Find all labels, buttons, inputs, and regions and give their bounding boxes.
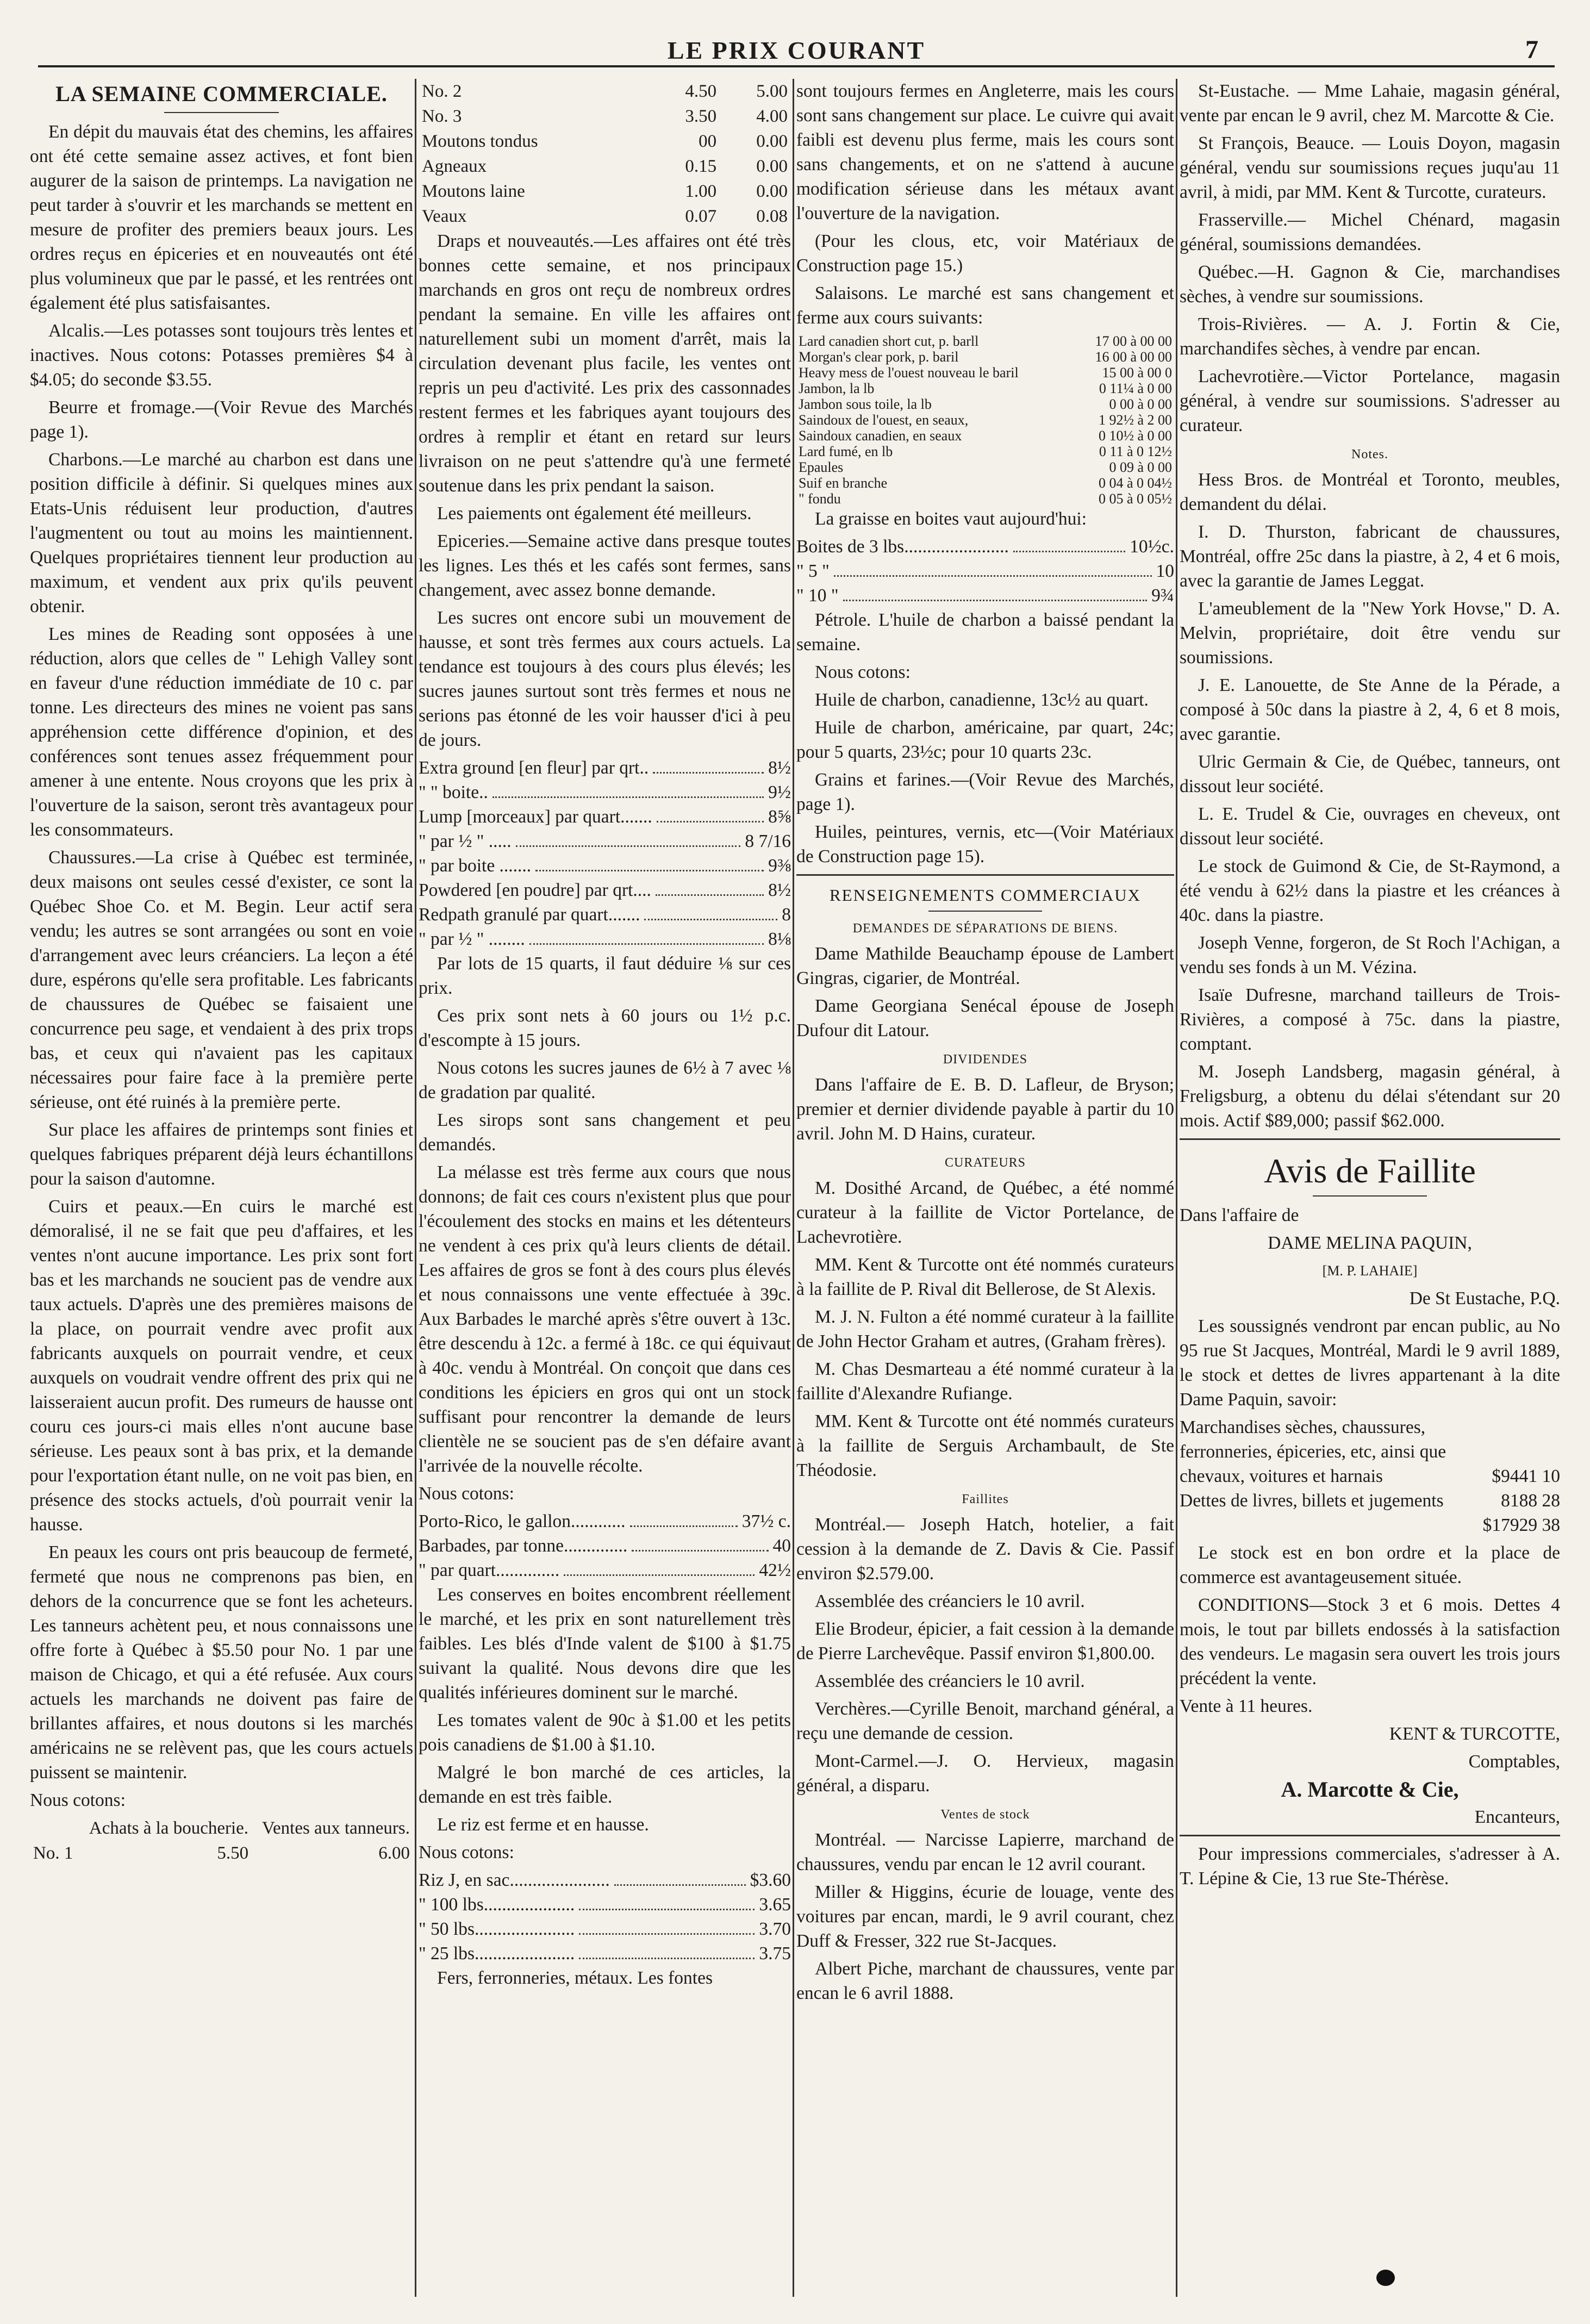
list-item: " " boite.. 9½ — [419, 780, 791, 805]
price-value: 0.00 — [756, 157, 788, 176]
paragraph: Salaisons. Le marché est sans changement et ferme aux cours suivants: — [796, 283, 1174, 328]
table-row: " fondu 0 05 à 0 05½ — [799, 491, 1172, 507]
table-row: Epaules 0 09 à 0 00 — [799, 459, 1172, 475]
list-item: " 5 " 10 — [796, 559, 1174, 583]
paragraph: Pétrole. L'huile de charbon a baissé pendant la semaine. — [796, 610, 1174, 655]
price-value: 3.50 — [685, 107, 717, 126]
list-item: " 10 " 9¾ — [796, 583, 1174, 608]
price-value: 4.50 — [685, 82, 717, 101]
paragraph: Les tomates valent de 90c à $1.00 et les petits pois canadiens de $1.00 à $1.10. — [419, 1710, 791, 1755]
table-row — [419, 204, 791, 229]
notice-title: Avis de Faillite — [1264, 1151, 1476, 1190]
page-number: 7 — [1525, 35, 1538, 64]
molasses-price-list — [419, 1509, 791, 1582]
row-label: Moutons laine — [422, 182, 525, 201]
paragraph: Joseph Venne, forgeron, de St Roch l'Achigan, a vendu ses fonds à un M. Vézina. — [1180, 933, 1560, 977]
price-value: 0.07 — [685, 207, 717, 226]
section-heading: RENSEIGNEMENTS COMMERCIAUX — [830, 886, 1141, 905]
paragraph: MM. Kent & Turcotte ont été nommés curateurs à la faillite de P. Rival dit Bellerose, de St Alexis. — [796, 1255, 1174, 1299]
paragraph: Huile de charbon, américaine, par quart, 24c; pour 5 quarts, 23½c; pour 10 quarts 23c. — [796, 718, 1174, 762]
table-row: Lard canadien short cut, p. barll 17 00 à 00 00 — [799, 333, 1172, 349]
salaisons-price-table — [796, 333, 1174, 507]
paragraph: Frasserville.— Michel Chénard, magasin général, soumissions demandées. — [1180, 210, 1560, 254]
divider — [928, 911, 1042, 912]
paragraph: Les soussignés vendront par encan public, au No 95 rue St Jacques, Montréal, Mardi le 9 avril 1889, le stock et dettes de livres appartenant à la dite Dame Paquin, savoir: — [1180, 1316, 1560, 1410]
subsection-heading: CURATEURS — [944, 1156, 1026, 1170]
paragraph: Le stock est en bon ordre et la place de commerce est avantageusement située. — [1180, 1543, 1560, 1587]
paragraph: Dans l'affaire de E. B. D. Lafleur, de Bryson; premier et dernier dividende payable à partir du 10 avril. John M. D Hains, curateur. — [796, 1075, 1174, 1144]
subsection-heading: DEMANDES DE SÉPARATIONS DE BIENS. — [852, 921, 1118, 936]
paragraph: Lachevrotière.—Victor Portelance, magasin général, à vendre sur soumissions. S'adresser au curateur. — [1180, 366, 1560, 435]
paragraph: Elie Brodeur, épicier, a fait cession à la demande de Pierre Larchevêque. Passif environ $1,800.00. — [796, 1619, 1174, 1663]
paragraph: Fers, ferronneries, métaux. Les fontes — [437, 1968, 713, 1988]
sugar-price-list — [419, 756, 791, 951]
column-1 — [30, 79, 413, 2297]
paragraph: M. Joseph Landsberg, magasin général, à Freligsburg, a obtenu du délai s'étendant sur 20 mois. Actif $89,000; passif $62.000. — [1180, 1062, 1560, 1131]
paragraph: Les sirops sont sans changement et peu demandés. — [419, 1110, 791, 1155]
paragraph: En dépit du mauvais état des chemins, les affaires ont été cette semaine assez actives, et font bien augurer de la saison de printemps. La navigation ne peut tarder à s'ouvrir et les marchands se mettent en mesure de profiter des premiers beaux jours. Les ordres reçus en épiceries et en nouveautés ont été plus volumineux que par le passé, et les rentrées ont également été plus satisfaisantes. — [30, 122, 413, 313]
table-row — [30, 1841, 413, 1866]
list-item: " par ½ " ........ 8⅛ — [419, 927, 791, 951]
table-row: Jambon sous toile, la lb 0 00 à 0 00 — [799, 396, 1172, 412]
price-value: 1.00 — [685, 182, 717, 201]
paragraph: Comptables, — [1468, 1752, 1560, 1772]
price-value: 0.00 — [756, 132, 788, 151]
paragraph: Dame Mathilde Beauchamp épouse de Lambert Gingras, cigarier, de Montréal. — [796, 944, 1174, 988]
column-rule — [1176, 79, 1177, 2297]
paragraph: Ces prix sont nets à 60 jours ou 1½ p.c. d'escompte à 15 jours. — [419, 1006, 791, 1050]
paragraph: Assemblée des créanciers le 10 avril. — [815, 1671, 1085, 1691]
paragraph: Dans l'affaire de — [1180, 1205, 1299, 1225]
paragraph: Beurre et fromage.—(Voir Revue des Marchés page 1). — [30, 397, 413, 442]
list-item: " 25 lbs...................... 3.75 — [419, 1941, 791, 1966]
masthead-title: LE PRIX COURANT — [667, 36, 926, 64]
paragraph: Albert Piche, marchant de chaussures, vente par encan le 6 avril 1888. — [796, 1959, 1174, 2003]
table-row: Saindoux de l'ouest, en seaux, 1 92½ à 2 00 — [799, 412, 1172, 428]
list-item: Porto-Rico, le gallon............ 37½ c. — [419, 1509, 791, 1534]
list-item: " 100 lbs.................... 3.65 — [419, 1892, 791, 1917]
price-value: 6.00 — [378, 1843, 410, 1863]
paragraph: L. E. Trudel & Cie, ouvrages en cheveux, ont dissout leur société. — [1180, 804, 1560, 849]
column-rule — [793, 79, 794, 2297]
price-value: 0.08 — [756, 207, 788, 226]
paragraph: Le stock de Guimond & Cie, de St-Raymond, a été vendu à 62½ dans la piastre et les créances à 40c. dans la piastre. — [1180, 856, 1560, 925]
column-2 — [419, 79, 791, 2297]
paragraph: Ulric Germain & Cie, de Québec, tanneurs, ont dissout leur société. — [1180, 752, 1560, 796]
table-header: Achats à la boucherie. — [89, 1818, 249, 1838]
paragraph: MM. Kent & Turcotte ont été nommés curateurs à la faillite de Serguis Archambault, de Ste Théodosie. — [796, 1411, 1174, 1480]
divider — [1180, 1835, 1560, 1836]
row-label: No. 1 — [33, 1843, 73, 1863]
table-row: Morgan's clear pork, p. baril 16 00 à 00 00 — [799, 349, 1172, 365]
list-item: " par ½ " ..... 8 7/16 — [419, 829, 791, 853]
paragraph: Les sucres ont encore subi un mouvement de hausse, et sont très fermes aux cours actuels. La tendance est toujours à des cours plus élevés; les sucres jaunes surtout sont très fermes et nous ne serions pas étonné de les voir hausser d'ici à peu de jours. — [419, 608, 791, 750]
paragraph: Draps et nouveautés.—Les affaires ont été très bonnes cette semaine, et nos principaux marchands en gros ont reçu de nombreux ordres pendant la semaine. En ville les affaires ont naturellement subi un moment d'arrêt, mais la circulation devenant plus facile, les ventes ont repris un peu d'activité. Les prix des cassonnades restent fermes et les fabriques ayant toujours des ordres à remplir et étant en retard sur leurs livraison on ne peut s'attendre qu'à une fermeté soutenue dans les prix pendant la saison. — [419, 231, 791, 496]
subsection-heading: Notes. — [1351, 447, 1388, 462]
inventory-line: Marchandises sèches, chaussures, ferronneries, épiceries, etc, ainsi que chevaux, voitures et harnais $9441 10 — [1180, 1417, 1560, 1486]
divider — [1313, 1195, 1427, 1197]
table-row: Lard fumé, en lb 0 11 à 0 12½ — [799, 444, 1172, 459]
paragraph: Assemblée des créanciers le 10 avril. — [815, 1591, 1085, 1611]
paragraph: Mont-Carmel.—J. O. Hervieux, magasin général, a disparu. — [796, 1751, 1174, 1796]
list-item: Lump [morceaux] par quart....... 8⅝ — [419, 805, 791, 829]
inventory-line: Dettes de livres, billets et jugements 8188 28 — [1180, 1491, 1560, 1511]
paragraph: Dame Georgiana Senécal épouse de Joseph Dufour dit Latour. — [796, 996, 1174, 1040]
table-row — [419, 179, 791, 204]
hides-price-table-cont — [419, 79, 791, 229]
table-row — [419, 104, 791, 129]
paragraph: St-Eustache. — Mme Lahaie, magasin général, vente par encan le 9 avril, chez M. Marcotte & Cie. — [1180, 81, 1560, 126]
paragraph: Nous cotons: — [30, 1790, 126, 1810]
paragraph: De St Eustache, P.Q. — [1409, 1288, 1560, 1309]
paragraph: Hess Bros. de Montréal et Toronto, meubles, demandent du délai. — [1180, 470, 1560, 514]
list-item: " par quart.............. 42½ — [419, 1558, 791, 1582]
row-label: No. 2 — [422, 82, 462, 101]
table-row: Heavy mess de l'ouest nouveau le baril 15 00 à 00 0 — [799, 365, 1172, 381]
paragraph: Chaussures.—La crise à Québec est terminée, deux maisons ont seules cessé d'exister, ce sont la Québec Shoe Co. et M. Begin. Leur actif sera vendu; les autres se sont arrangées ou sont en voie d'arrangement avec leurs créanciers. La leçon a été dure, espérons qu'elle sera profitable. Les fabricants de chaussures de Québec se faisaient une concurrence peu sage, et vendaient à des prix trops bas, et ceux qui n'avaient pas les capitaux nécessaires pour faire face à la première perte sérieuse, ont été ruinés à la première perte. — [30, 848, 413, 1112]
paragraph: Epiceries.—Semaine active dans presque toutes les lignes. Les thés et les cafés sont fermes, sans changement, avec assez bonne demande. — [419, 531, 791, 600]
paragraph: Encanteurs, — [1474, 1807, 1560, 1827]
paragraph: Les paiements ont également été meilleurs. — [437, 503, 752, 524]
paragraph: Pour impressions commerciales, s'adresser à A. T. Lépine & Cie, 13 rue Ste-Thérèse. — [1180, 1844, 1560, 1889]
paragraph: L'ameublement de la "New York Hovse," D. A. Melvin, propriétaire, doit être vendu sur soumissions. — [1180, 599, 1560, 668]
ink-blot — [1376, 2270, 1395, 2286]
lard-price-list — [796, 534, 1174, 608]
paragraph: La graisse en boites vaut aujourd'hui: — [815, 509, 1087, 529]
paragraph: Verchères.—Cyrille Benoit, marchand général, a reçu une demande de cession. — [796, 1699, 1174, 1743]
price-value: 4.00 — [756, 107, 788, 126]
paragraph: Montréal.— Joseph Hatch, hotelier, a fait cession à la demande de Z. Davis & Cie. Passif environ $2.579.00. — [796, 1515, 1174, 1584]
table-row: Suif en branche 0 04 à 0 04½ — [799, 475, 1172, 491]
paragraph: Le riz est ferme et en hausse. — [437, 1815, 649, 1835]
paragraph: Sur place les affaires de printemps sont finies et quelques fabriques préparent déjà leurs échantillons pour la saison d'automne. — [30, 1120, 413, 1189]
price-value: 0.00 — [756, 182, 788, 201]
hides-price-table — [30, 1816, 413, 1866]
list-item: Powdered [en poudre] par qrt.... 8½ — [419, 878, 791, 902]
column-rule — [415, 79, 416, 2297]
table-row: Jambon, la lb 0 11¼ à 0 00 — [799, 381, 1172, 396]
paragraph: J. E. Lanouette, de Ste Anne de la Pérade, a composé à 50c dans la piastre à 2, 4, 6 et 8 mois, avec garantie. — [1180, 675, 1560, 744]
row-label: Moutons tondus — [422, 132, 538, 151]
paragraph: Isaïe Dufresne, marchand tailleurs de Trois-Rivières, a composé à 75c. dans la piastre, comptant. — [1180, 985, 1560, 1054]
table-header: Ventes aux tanneurs. — [261, 1818, 410, 1838]
list-item: " 50 lbs...................... 3.70 — [419, 1917, 791, 1941]
paragraph: DAME MELINA PAQUIN, — [1268, 1233, 1472, 1253]
row-label: Agneaux — [422, 157, 487, 176]
table-row: Saindoux canadien, en seaux 0 10½ à 0 00 — [799, 428, 1172, 444]
paragraph: Vente à 11 heures. — [1180, 1696, 1313, 1716]
divider — [1180, 1138, 1560, 1140]
list-item: Barbades, par tonne.............. 40 — [419, 1534, 791, 1558]
paragraph: St François, Beauce. — Louis Doyon, magasin général, vendu sur soumissions reçues juqu'au 11 avril, à midi, par MM. Kent & Turcotte, curateurs. — [1180, 133, 1560, 202]
paragraph: Les mines de Reading sont opposées à une réduction, alors que celles de " Lehigh Valley sont en faveur d'une réduction immédiate de 10 c. par tonne. Les directeurs des mines ne voient pas sans appréhension cette différence d'opinion, et des conférences sont tenues assez fréquemment pour amener à une entente. Nous croyons que les prix à l'ouverture de la saison, seront très avantageux pour les consommateurs. — [30, 624, 413, 840]
list-item: Redpath granulé par quart....... 8 — [419, 902, 791, 927]
paragraph: Trois-Rivières. — A. J. Fortin & Cie, marchandifes sèches, à vendre par encan. — [1180, 314, 1560, 359]
list-item: " par boite ....... 9⅜ — [419, 853, 791, 878]
section-title: LA SEMAINE COMMERCIALE. — [55, 82, 388, 106]
paragraph: I. D. Thurston, fabricant de chaussures, Montréal, offre 25c dans la piastre, à 2, 4 et 6 mois, avec la garantie de James Leggat. — [1180, 522, 1560, 591]
paragraph: Huiles, peintures, vernis, etc—(Voir Matériaux de Construction page 15). — [796, 822, 1174, 867]
paragraph: Grains et farines.—(Voir Revue des Marchés, page 1). — [796, 770, 1174, 814]
paragraph: Huile de charbon, canadienne, 13c½ au quart. — [815, 690, 1149, 710]
row-label: Veaux — [422, 207, 467, 226]
paragraph: Montréal. — Narcisse Lapierre, marchand de chaussures, vendu par encan le 12 avril courant. — [796, 1830, 1174, 1874]
paragraph: Miller & Higgins, écurie de louage, vente des voitures par encan, mardi, le 9 avril courant, chez Duff & Fresser, 322 rue St-Jacques. — [796, 1882, 1174, 1951]
paragraph: sont toujours fermes en Angleterre, mais les cours sont sans changement sur place. Le cuivre qui avait faibli est devenu plus ferme, mais les cours sont sans changements, et on ne s'attend à aucune modification sérieuse dans les métaux avant l'ouverture de la navigation. — [796, 81, 1174, 223]
paragraph: Alcalis.—Les potasses sont toujours très lentes et inactives. Nous cotons: Potasses premières $4 à $4.05; do seconde $3.55. — [30, 321, 413, 390]
column-4 — [1180, 79, 1560, 2297]
page-header — [38, 34, 1555, 67]
paragraph: M. Chas Desmarteau a été nommé curateur à la faillite d'Alexandre Rufiange. — [796, 1359, 1174, 1404]
paragraph: [M. P. LAHAIE] — [1322, 1263, 1418, 1279]
divider — [796, 874, 1174, 876]
paragraph: Malgré le bon marché de ces articles, la demande en est très faible. — [419, 1762, 791, 1807]
list-item: Boites de 3 lbs....................... 10½c. — [796, 534, 1174, 559]
paragraph: M. J. N. Fulton a été nommé curateur à la faillite de John Hector Graham et autres, (Graham frères). — [796, 1307, 1174, 1351]
paragraph: La mélasse est très ferme aux cours que nous donnons; de fait ces cours n'existent plus que pour l'écoulement des stocks en mains et les détenteurs ne vendent à ces prix qu'à leurs clients de détail. Les affaires de gros se font à des cours plus élevés et nous connaissons une vente effectuée à 39c. Aux Barbades le marché après s'être ouvert à 13c. être descendu à 12c. a fermé à 18c. ce qui équivaut à 40c. vendu à Montréal. On conçoit que dans ces conditions les épiciers en gros qui ont un stock suffisant pour rencontrer la demande de leurs clientèle ne se soucient pas de s'en défaire avant l'arrivée de la nouvelle récolte. — [419, 1162, 791, 1476]
paragraph: Cuirs et peaux.—En cuirs le marché est démoralisé, il ne se fait que peu d'affaires, et les ventes n'ont aucune importance. Les prix sont fort bas et les marchands ne soucient pas de vendre aux taux actuels. D'après une des premières maisons de la place, on pourrait vendre avec profit aux fabricants auxquels on pourrait vendre, et ceux auxquels on voudrait vendre offrent des prix qui ne laisseraient aucun profit. Des rumeurs de hausse ont couru ces jours-ci mais elles n'ont aucune base sérieuse. Les peaux sont à bas prix, et la demande pour l'exportation étant nulle, on ne voit pas bien, en présence des stocks actuels, d'où pourrait venir la hausse. — [30, 1197, 413, 1535]
paragraph: CONDITIONS—Stock 3 et 6 mois. Dettes 4 mois, le tout par billets endossés à la satisfaction des vendeurs. Le magasin sera ouvert les trois jours précédent la vente. — [1180, 1595, 1560, 1689]
table-row — [419, 129, 791, 154]
paragraph: Nous cotons: — [419, 1842, 514, 1862]
paragraph: Nous cotons les sucres jaunes de 6½ à 7 avec ⅛ de gradation par qualité. — [419, 1058, 791, 1102]
subsection-heading: DIVIDENDES — [943, 1052, 1028, 1067]
table-row — [419, 79, 791, 104]
paragraph: Nous cotons: — [419, 1484, 514, 1504]
paragraph: Québec.—H. Gagnon & Cie, marchandises sèches, à vendre sur soumissions. — [1180, 262, 1560, 307]
divider — [164, 112, 279, 113]
paragraph: En peaux les cours ont pris beaucoup de fermeté, fermeté que nous ne comprenons pas bien, en dehors de la concurrence que se font les acheteurs. Les tanneurs achètent peu, et nous connaissons une offre forte à Québec à $5.50 pour No. 1 par une maison de Chicago, et qui a été refusée. Aux cours actuels les marchands ne doivent pas faire de brillantes affaires, et nous doutons si les marchés américains ne se relèvent pas, que les cours actuels puissent se maintenir. — [30, 1542, 413, 1783]
paragraph: Les conserves en boites encombrent réellement le marché, et les prix en sont naturellement très faibles. Les blés d'Inde valent de $100 à $1.75 suivant la qualité. Nous devons dire que les qualités inférieures dominent sur le marché. — [419, 1585, 791, 1703]
table-row — [419, 154, 791, 179]
list-item: Riz J, en sac...................... $3.60 — [419, 1868, 791, 1892]
paragraph: M. Dosithé Arcand, de Québec, a été nommé curateur à la faillite de Victor Portelance, de Lachevrotière. — [796, 1178, 1174, 1247]
paragraph: Charbons.—Le marché au charbon est dans une position difficile à définir. Si quelques mines aux Etats-Unis réduisent leur production, d'autres l'augmentent ou tout au moins les maintiennent. Quelques propriétaires tiennent leur production au maximum, et vendent aux prix qu'ils peuvent obtenir. — [30, 450, 413, 616]
paragraph: Nous cotons: — [815, 662, 911, 682]
paragraph: KENT & TURCOTTE, — [1389, 1724, 1560, 1744]
paragraph: A. Marcotte & Cie, — [1281, 1777, 1459, 1802]
inventory-total: $17929 38 — [1482, 1515, 1560, 1535]
column-3 — [796, 79, 1174, 2297]
price-value: 0.15 — [685, 157, 717, 176]
paragraph: Par lots de 15 quarts, il faut déduire ⅛ sur ces prix. — [419, 954, 791, 998]
row-label: No. 3 — [422, 107, 462, 126]
price-value: 00 — [699, 132, 717, 151]
price-value: 5.00 — [756, 82, 788, 101]
subsection-heading: Ventes de stock — [940, 1808, 1030, 1822]
list-item: Extra ground [en fleur] par qrt.. 8½ — [419, 756, 791, 780]
subsection-heading: Faillites — [962, 1492, 1009, 1506]
price-value: 5.50 — [217, 1843, 249, 1863]
paragraph: (Pour les clous, etc, voir Matériaux de Construction page 15.) — [796, 231, 1174, 276]
rice-price-list — [419, 1868, 791, 1966]
